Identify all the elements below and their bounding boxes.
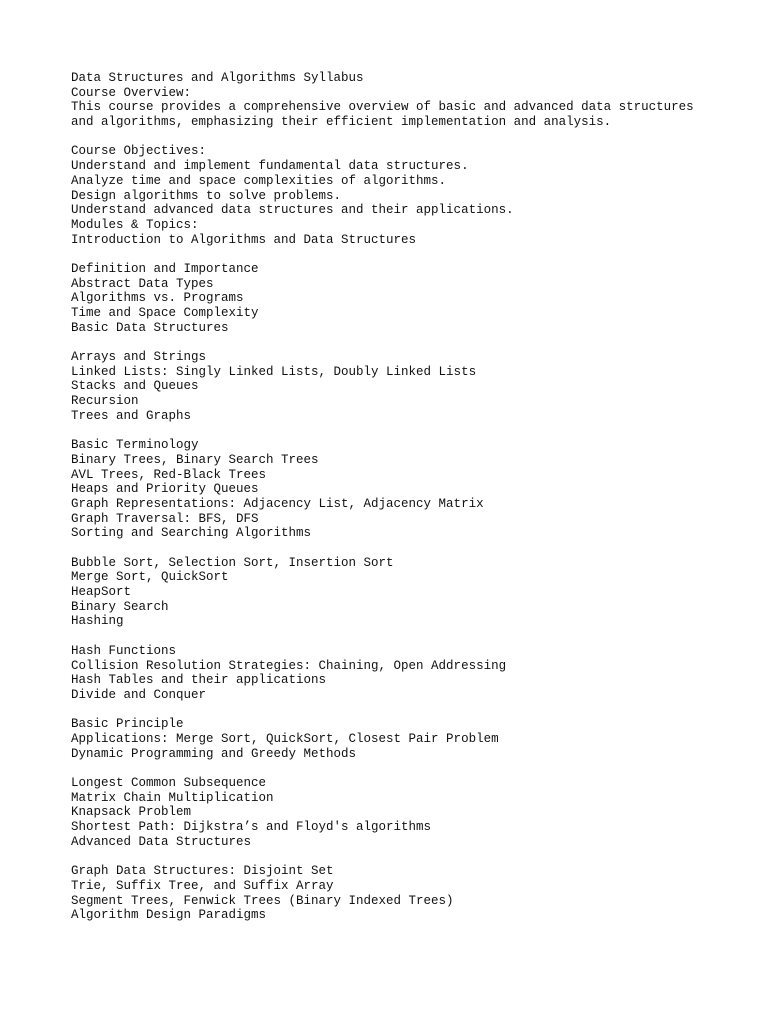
topic-item: AVL Trees, Red-Black Trees [71, 467, 267, 482]
blank-line [71, 335, 751, 350]
topic-item: Heaps and Priority Queues [71, 482, 259, 497]
module-title: Hashing [71, 614, 124, 629]
blank-line [71, 629, 751, 644]
topic-item: Segment Trees, Fenwick Trees (Binary Indexed Trees) [71, 893, 454, 908]
topic-item: Definition and Importance [71, 261, 259, 276]
topic-item: Time and Space Complexity [71, 306, 259, 320]
module-title: Divide and Conquer [71, 687, 207, 702]
module-title: Algorithm Design Paradigms [71, 908, 267, 923]
topic-item: Basic Terminology [71, 438, 199, 453]
blank-line [71, 424, 751, 439]
topic-item: Hash Tables and their applications [71, 673, 327, 688]
topic-item: HeapSort [71, 585, 132, 600]
topic-item: Binary Trees, Binary Search Trees [71, 452, 319, 467]
objectives-heading: Course Objectives: [71, 144, 207, 159]
blank-line [71, 849, 751, 864]
topic-item: Recursion [71, 394, 139, 409]
modules-heading: Modules & Topics: [71, 217, 199, 232]
topic-item: Longest Common Subsequence [71, 776, 267, 790]
blank-line [71, 247, 751, 262]
topic-item: Binary Search [71, 599, 169, 614]
module-title: Advanced Data Structures [71, 834, 252, 849]
objective-item: Understand advanced data structures and their applications. [71, 203, 514, 218]
topic-item: Graph Representations: Adjacency List, Adjacency Matrix [71, 496, 484, 511]
topic-item: Basic Principle [71, 717, 184, 732]
objective-item: Understand and implement fundamental data structures. [71, 159, 469, 174]
topic-item: Hash Functions [71, 643, 177, 658]
blank-line [71, 130, 751, 145]
topic-item: Bubble Sort, Selection Sort, Insertion Sort [71, 555, 394, 570]
topic-item: Abstract Data Types [71, 276, 214, 291]
module-title: Introduction to Algorithms and Data Structures [71, 232, 417, 247]
topic-item: Applications: Merge Sort, QuickSort, Closest Pair Problem [71, 731, 499, 746]
topic-item: Stacks and Queues [71, 379, 199, 394]
module-title: Dynamic Programming and Greedy Methods [71, 746, 357, 761]
module-title: Trees and Graphs [71, 408, 192, 423]
topic-item: Graph Traversal: BFS, DFS [71, 511, 259, 526]
objective-item: Analyze time and space complexities of algorithms. [71, 173, 447, 188]
topic-item: Shortest Path: Dijkstra’s and Floyd's algorithms [71, 820, 432, 835]
overview-heading: Course Overview: [71, 85, 192, 100]
topic-item: Knapsack Problem [71, 805, 192, 820]
overview-line: and algorithms, emphasizing their efficient implementation and analysis. [71, 115, 612, 130]
overview-line: This course provides a comprehensive overview of basic and advanced data structures [71, 100, 694, 115]
topic-item: Merge Sort, QuickSort [71, 570, 229, 585]
blank-line [71, 761, 751, 776]
topic-item: Algorithms vs. Programs [71, 291, 244, 306]
module-title: Basic Data Structures [71, 320, 229, 335]
syllabus-document [71, 71, 751, 923]
topic-item: Linked Lists: Singly Linked Lists, Doubly Linked Lists [71, 364, 477, 379]
blank-line [71, 703, 751, 718]
objective-item: Design algorithms to solve problems. [71, 188, 342, 203]
topic-item: Matrix Chain Multiplication [71, 790, 274, 805]
topic-item: Graph Data Structures: Disjoint Set [71, 864, 334, 879]
topic-item: Collision Resolution Strategies: Chaining, Open Addressing [71, 658, 507, 673]
blank-line [71, 541, 751, 556]
document-title: Data Structures and Algorithms Syllabus [71, 71, 364, 85]
topic-item: Arrays and Strings [71, 350, 207, 365]
topic-item: Trie, Suffix Tree, and Suffix Array [71, 878, 334, 893]
module-title: Sorting and Searching Algorithms [71, 526, 312, 541]
